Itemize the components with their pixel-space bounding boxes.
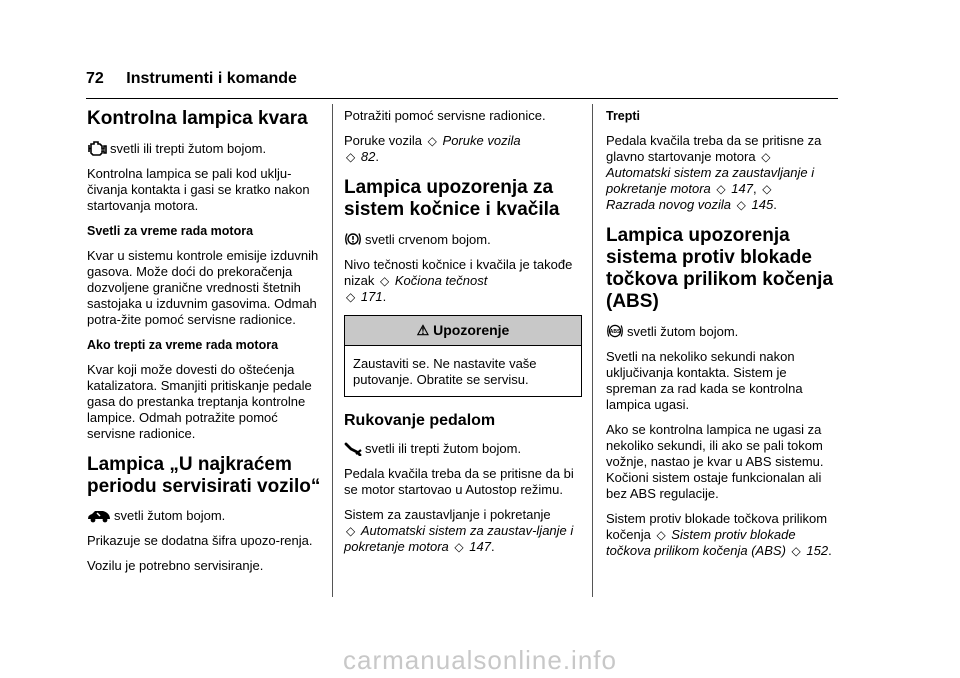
stop-start-link[interactable]: Automatski sistem za zaustav-ljanje i pokretanje motora — [344, 523, 574, 554]
abs-link[interactable]: Sistem protiv blokade točkova prilikom kočenja (ABS) — [606, 527, 796, 558]
warning-title: Upozorenje — [433, 322, 510, 338]
service-text-2: Vozilu je potrebno servisiranje. — [87, 558, 264, 573]
subheading-flashing: Ako trepti za vreme rada motora — [87, 338, 279, 352]
section-title: Instrumenti i komande — [126, 70, 297, 87]
page-header — [86, 70, 297, 88]
reference-arrow-icon: ◇ — [762, 182, 772, 196]
pedal-lamp-status: svetli ili trepti žutom bojom. — [365, 441, 522, 456]
abs-text-1: Svetli na nekoliko sekundi nakon uključivanja kontakta. Sistem je spreman za rad kada se kontrolna lampica ugasi. — [606, 349, 803, 412]
brake-lamp-status: svetli crvenom bojom. — [365, 232, 491, 247]
reference-arrow-icon: ◇ — [791, 544, 801, 558]
vehicle-messages-link[interactable]: Poruke vozila — [442, 133, 521, 148]
reference-arrow-icon: ◇ — [346, 150, 356, 164]
reference-arrow-icon: ◇ — [427, 134, 437, 148]
stop-start-prefix: Sistem za zaustavljanje i pokretanje — [344, 507, 551, 522]
stop-start-link-2[interactable]: Automatski sistem za zaustavljanje i pokretanje motora — [606, 165, 815, 196]
site-watermark: carmanualsonline.info — [343, 645, 617, 675]
abs-icon — [606, 323, 624, 339]
reference-arrow-icon: ◇ — [716, 182, 726, 196]
column-divider-right — [592, 104, 593, 597]
malfunction-lamp-status: svetli ili trepti žutom bojom. — [110, 141, 267, 156]
brake-fluid-link[interactable]: Kočiona tečnost — [394, 273, 488, 288]
flashes-prefix: Pedala kvačila treba da se pritisne za glavno startovanje motora — [606, 133, 822, 164]
warning-box-header — [345, 316, 581, 346]
abs-lamp-status: svetli žutom bojom. — [627, 324, 739, 339]
warning-triangle-icon: ⚠ — [416, 322, 430, 338]
header-rule — [86, 98, 838, 99]
reference-arrow-icon: ◇ — [346, 524, 356, 538]
seek-service-text: Potražiti pomoć servisne radionice. — [344, 108, 546, 123]
reference-arrow-icon: ◇ — [736, 198, 746, 212]
heading-service-soon: Lampica „U najkraćem periodu servisirati vozilo“ — [87, 454, 321, 497]
flashing-text: Kvar koji može dovesti do oštećenja katalizatora. Smanjiti pritiskanje pedale gasa do prestanka treptanja kontrolne lampice. Odmah potražite pomoć servisne radionice. — [87, 362, 312, 441]
reference-arrow-icon: ◇ — [379, 274, 390, 288]
abs-ref-prefix: Sistem protiv blokade točkova prilikom kočenja — [606, 511, 828, 542]
pedal-text: Pedala kvačila treba da se pritisne da bi se motor startovao u Autostop režimu. — [344, 466, 574, 497]
column-divider-left — [332, 104, 333, 597]
reference-arrow-icon: ◇ — [346, 290, 356, 304]
column-2: Potražiti pomoć servisne radionice. Poruke vozila ◇ Poruke vozila ◇ 82. Lampica upozorenja za sistem kočnice i kvačila svetli crvenom bojom. Nivo tečnosti kočnice i kvačila je takođe nizak ◇ Kočiona tečnost ◇ 171. ⚠ Upozorenje Zaustaviti se. Ne nastavite vaše putovanje. Obratite se servisu. Rukovanje pedalom svetli ili trepti žutom bojom. Pedala kvačila treba da se pritisne da bi se motor startovao u Autostop režimu. Sistem za zaustavljanje i pokretanje ◇ Automatski sistem za zaustav-ljanje i pokretanje motora ◇ 147. — [344, 108, 582, 564]
brake-fluid-page[interactable]: 171 — [360, 289, 383, 304]
heading-malfunction-lamp: Kontrolna lampica kvara — [87, 108, 308, 129]
reference-arrow-icon: ◇ — [454, 540, 464, 554]
service-lamp-status: svetli žutom bojom. — [114, 508, 226, 523]
engine-check-icon — [87, 140, 107, 156]
brake-warning-icon — [344, 231, 362, 247]
service-vehicle-icon — [87, 509, 111, 523]
lit-text: Kvar u sistemu kontrole emisije izduvnih gasova. Može doći do prekoračenja dozvoljene granične vrednosti štetnih sastojaka u izduvnim gasovima. Odmah potra-žite pomoć servisne radionice. — [87, 248, 319, 327]
subheading-lit: Svetli za vreme rada motora — [87, 224, 254, 238]
stop-start-page-2[interactable]: 147 — [731, 181, 753, 196]
vehicle-messages-page[interactable]: 82 — [360, 149, 376, 164]
fluid-level-prefix: Nivo tečnosti kočnice i kvačila je takođe nizak — [344, 257, 573, 288]
malfunction-lamp-text: Kontrolna lampica se pali kod uklju-čivanja kontakta i gasi se kratko nakon startovanja motora. — [87, 166, 310, 213]
stop-start-page[interactable]: 147 — [469, 539, 491, 554]
column-3: Trepti Pedala kvačila treba da se pritisne za glavno startovanje motora ◇ Automatski sistem za zaustavljanje i pokretanje motora ◇ 147, ◇ Razrada novog vozila ◇ 145. Lampica upozorenja sistema protiv blokade točkova prilikom kočenja (ABS) ABS svetli žutom bojom. Svetli na nekoliko sekundi nakon uključivanja kontakta. Sistem je spreman za rad kada se kontrolna lampica ugasi. Ako se kontrolna lampica ne ugasi za nekoliko sekundi, ili ako se pali tokom vožnje, nastao je kvar u ABS sistemu. Kočioni sistem ostaje funkcionalan ali bez ABS regulacije. Sistem protiv blokade točkova prilikom kočenja ◇ Sistem protiv blokade točkova prilikom kočenja (ABS) ◇ 152. — [606, 108, 840, 568]
warning-text: Zaustaviti se. Ne nastavite vaše putovanje. Obratite se servisu. — [353, 356, 537, 387]
warning-box — [344, 315, 582, 397]
heading-pedal-operation: Rukovanje pedalom — [344, 412, 496, 429]
reference-arrow-icon: ◇ — [761, 150, 771, 164]
reference-arrow-icon: ◇ — [656, 528, 666, 542]
page-number: 72 — [86, 70, 104, 87]
abs-page[interactable]: 152 — [806, 543, 829, 558]
clutch-pedal-icon — [344, 442, 362, 456]
abs-text-2: Ako se kontrolna lampica ne ugasi za nekoliko sekundi, ili ako se pali tokom vožnje, nastao je kvar u ABS sistemu. Kočioni sistem ostaje funkcionalan ali bez ABS regulacije. — [606, 422, 824, 501]
break-in-page[interactable]: 145 — [751, 197, 774, 212]
column-1 — [87, 108, 323, 583]
heading-brake-clutch: Lampica upozorenja za sistem kočnice i kvačila — [344, 177, 560, 220]
subheading-flashes: Trepti — [606, 109, 641, 123]
service-text-1: Prikazuje se dodatna šifra upozo-renja. — [87, 533, 313, 548]
svg-text:ABS: ABS — [609, 329, 621, 335]
heading-abs-lamp: Lampica upozorenja sistema protiv blokade točkova prilikom kočenja (ABS) — [606, 225, 834, 312]
break-in-link[interactable]: Razrada novog vozila — [606, 197, 732, 212]
vehicle-messages-prefix: Poruke vozila — [344, 133, 423, 148]
